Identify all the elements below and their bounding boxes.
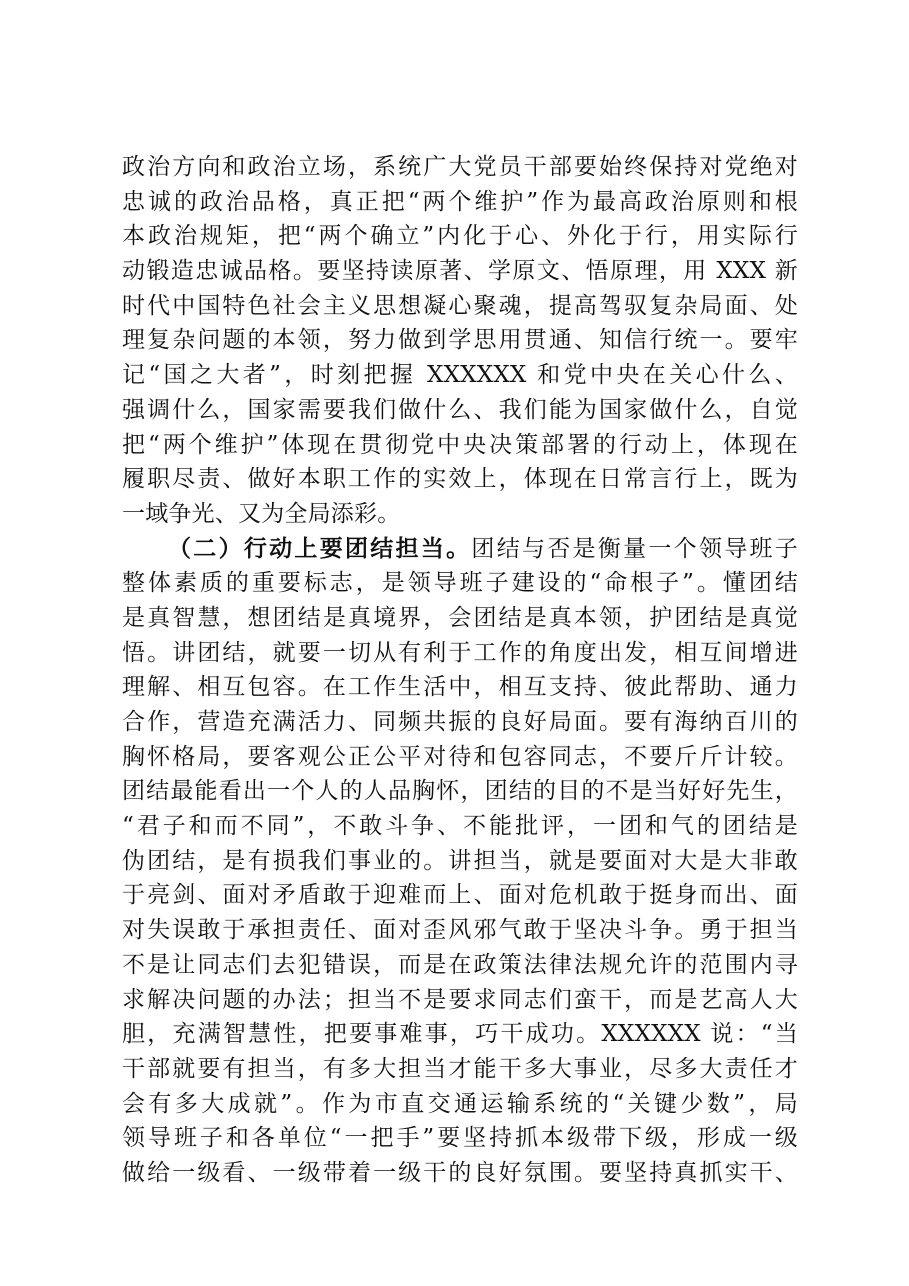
text-line: 政治方向和政治立场，系统广大党员干部要始终保持对党绝对: [122, 154, 798, 180]
text-line: 一域争光、又为全局添彩。: [122, 500, 401, 527]
text-line: 胆，充满智慧性，把要事难事，巧干成功。XXXXXX 说：“当: [122, 1021, 798, 1048]
text-line: 会有多大成就”。作为市直交通运输系统的“关键少数”，局: [122, 1090, 798, 1117]
text-line: 干部就要有担当，有多大担当才能干多大事业，尽多大责任才: [122, 1055, 798, 1082]
text-line: “君子和而不同”，不敢斗争、不能批评，一团和气的团结是: [122, 813, 798, 840]
text-line: 是真智慧，想团结是真境界，会团结是真本领，护团结是真觉: [122, 604, 798, 631]
section-first-line: [122, 532, 798, 567]
text-line: 本政治规矩，把“两个确立”内化于心、外化于行，用实际行: [122, 223, 798, 250]
text-line: 不是让同志们去犯错误，而是在政策法律法规允许的范围内寻: [122, 951, 798, 978]
body-text: [122, 150, 798, 1191]
text-line: 做给一级看、一级带着一级干的良好氛围。要坚持真抓实干、: [122, 1159, 798, 1186]
text-line: 于亮剑、面对矛盾敢于迎难而上、面对危机敢于挺身而出、面: [122, 882, 798, 909]
text-line: 理复杂问题的本领，努力做到学思用贯通、知信行统一。要牢: [122, 327, 798, 354]
text-line: 求解决问题的办法；担当不是要求同志们蛮干，而是艺高人大: [122, 986, 798, 1013]
text-line: 强调什么，国家需要我们做什么、我们能为国家做什么，自觉: [122, 396, 798, 423]
text-line: 伪团结，是有损我们事业的。讲担当，就是要面对大是大非敢: [122, 847, 798, 874]
text-line: 胸怀格局，要客观公正公平对待和包容同志，不要斤斤计较。: [122, 743, 798, 770]
text-line: 团结最能看出一个人的人品胸怀，团结的目的不是当好好先生，: [122, 778, 798, 805]
text-line: 悟。讲团结，就要一切从有利于工作的角度出发，相互间增进: [122, 639, 798, 666]
text-line: 整体素质的重要标志，是领导班子建设的“命根子”。懂团结: [122, 570, 798, 597]
text-line: 理解、相互包容。在工作生活中，相互支持、彼此帮助、通力: [122, 674, 798, 701]
text-line: 履职尽责、做好本职工作的实效上，体现在日常言行上，既为: [122, 466, 798, 493]
section-first-line-text: 团结与否是衡量一个领导班子: [471, 535, 798, 562]
text-line: 时代中国特色社会主义思想凝心聚魂，提高驾驭复杂局面、处: [122, 292, 798, 319]
text-line: 把“两个维护”体现在贯彻党中央决策部署的行动上，体现在: [122, 431, 798, 458]
text-line: 领导班子和各单位“一把手”要坚持抓本级带下级，形成一级: [122, 1125, 798, 1152]
text-line: 对失误敢于承担责任、面对歪风邪气敢于坚决斗争。勇于担当: [122, 917, 798, 944]
text-line: 记“国之大者”，时刻把握 XXXXXX 和党中央在关心什么、: [122, 362, 798, 389]
text-line: 动锻造忠诚品格。要坚持读原著、学原文、悟原理，用 XXX 新: [122, 258, 798, 285]
text-line: 合作，营造充满活力、同频共振的良好局面。要有海纳百川的: [122, 709, 798, 735]
text-line: 忠诚的政治品格，真正把“两个维护”作为最高政治原则和根: [122, 188, 798, 215]
section-heading: （二）行动上要团结担当。: [168, 534, 472, 562]
